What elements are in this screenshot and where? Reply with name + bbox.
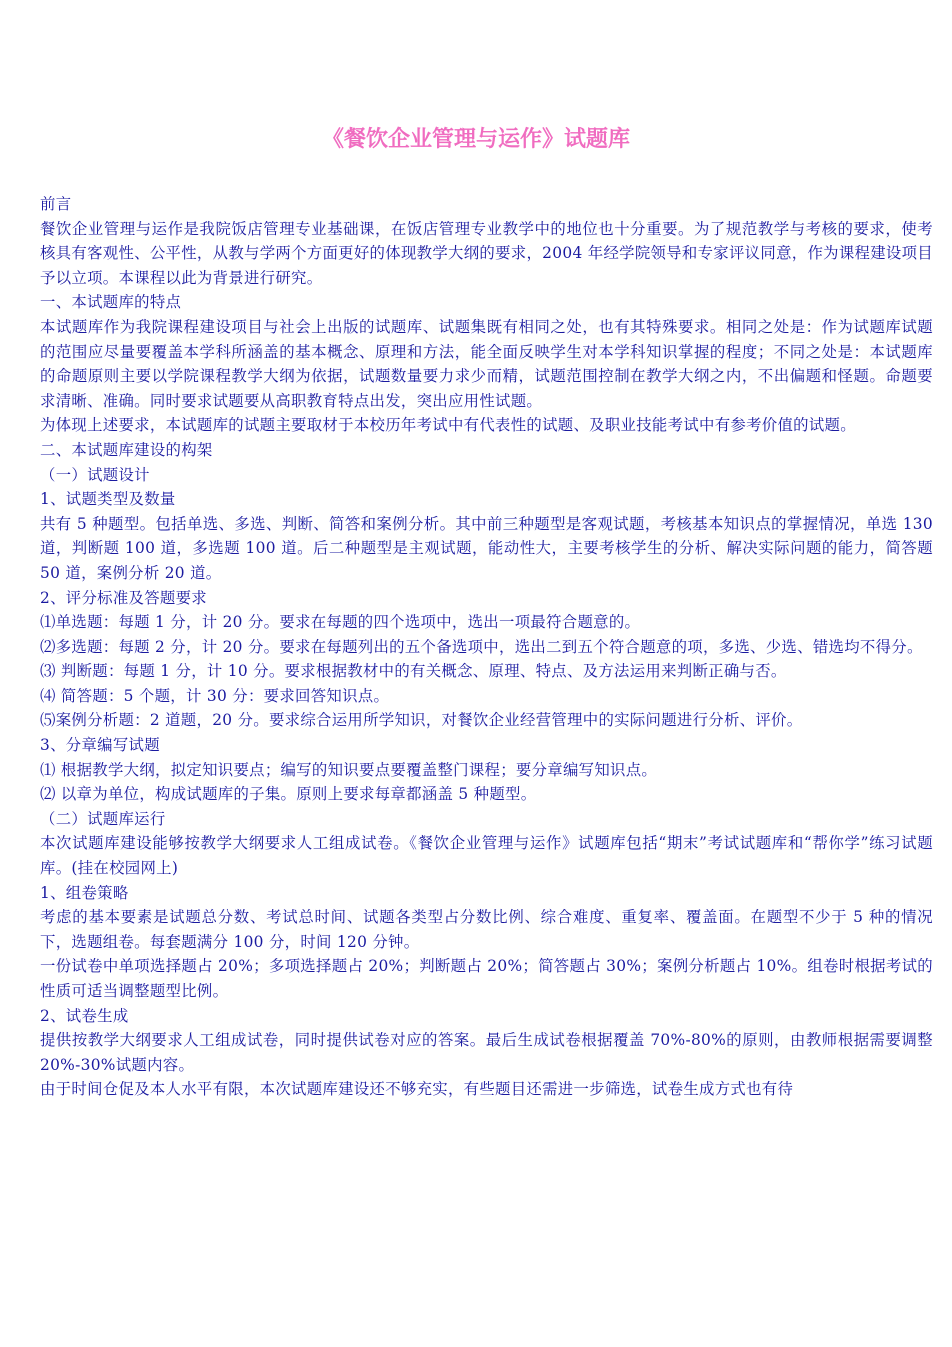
list-item: ⑴单选题：每题 1 分，计 20 分。要求在每题的四个选项中，选出一项最符合题意的。: [40, 613, 641, 632]
item-heading: 1、试题类型及数量: [40, 490, 176, 509]
item-heading: 2、试卷生成: [40, 1006, 129, 1025]
list-item: ⑸案例分析题：2 道题，20 分。要求综合运用所学知识，对餐饮企业经营管理中的实际问题进行分析、评价。: [40, 711, 803, 730]
section-heading: 二、本试题库建设的构架: [40, 440, 213, 459]
document-title: 《餐饮企业管理与运作》试题库: [321, 127, 630, 152]
paragraph: 本次试题库建设能够按教学大纲要求人工组成试卷。《餐饮企业管理与运作》试题库包括“期末”考试试题库和“帮你学”练习试题库。(挂在校园网上): [40, 834, 933, 878]
paragraph: 共有 5 种题型。包括单选、多选、判断、简答和案例分析。其中前三种题型是客观试题，考核基本知识点的掌握情况，单选 130 道，判断题 100 道，多选题 100 道。后二种题型是主观试题，能动性大，主要考核学生的分析、解决实际问题的能力，简答题 50 道，案例分析 20 道。: [40, 514, 933, 582]
list-item: ⑶ 判断题：每题 1 分，计 10 分。要求根据教材中的有关概念、原理、特点、及方法运用来判断正确与否。: [40, 662, 787, 681]
section-heading-preface: 前言: [40, 195, 72, 213]
paragraph: 考虑的基本要素是试题总分数、考试总时间、试题各类型占分数比例、综合难度、重复率、覆盖面。在题型不少于 5 种的情况下，选题组卷。每套题满分 100 分，时间 120 分钟。: [40, 908, 933, 951]
list-item: ⑵ 以章为单位，构成试题库的子集。原则上要求每章都涵盖 5 种题型。: [40, 785, 537, 804]
paragraph: 餐饮企业管理与运作是我院饭店管理专业基础课，在饭店管理专业教学中的地位也十分重要。为了规范教学与考核的要求，使考核具有客观性、公平性，从教与学两个方面更好的体现教学大纲的要求，2004 年经学院领导和专家评议同意，作为课程建设项目予以立项。本课程以此为背景进行研究。: [40, 219, 933, 287]
subsection-heading: （二）试题库运行: [40, 809, 166, 828]
paragraph: 由于时间仓促及本人水平有限，本次试题库建设还不够充实，有些题目还需进一步筛选，试卷生成方式也有待: [40, 1080, 794, 1099]
list-item: ⑴ 根据教学大纲，拟定知识要点；编写的知识要点要覆盖整门课程；要分章编写知识点。: [40, 760, 658, 779]
item-heading: 2、评分标准及答题要求: [40, 588, 207, 607]
list-item: ⑷ 简答题：5 个题，计 30 分：要求回答知识点。: [40, 686, 390, 705]
item-heading: 1、组卷策略: [40, 883, 129, 902]
item-heading: 3、分章编写试题: [40, 736, 160, 755]
subsection-heading: （一）试题设计: [40, 465, 150, 484]
paragraph: 本试题库作为我院课程建设项目与社会上出版的试题库、试题集既有相同之处，也有其特殊要求。相同之处是：作为试题库试题的范围应尽量要覆盖本学科所涵盖的基本概念、原理和方法，能全面反映学生对本学科知识掌握的程度；不同之处是：本试题库的命题原则主要以学院课程教学大纲为依据，试题数量要力求少而精，试题范围控制在教学大纲之内，不出偏题和怪题。命题要求清晰、准确。同时要求试题要从高职教育特点出发，突出应用性试题。: [40, 317, 933, 410]
paragraph: 提供按教学大纲要求人工组成试卷，同时提供试卷对应的答案。最后生成试卷根据覆盖 70%-80%的原则，由教师根据需要调整 20%-30%试题内容。: [40, 1031, 933, 1074]
list-item: ⑵多选题：每题 2 分，计 20 分。要求在每题列出的五个备选项中，选出二到五个符合题意的项，多选、少选、错选均不得分。: [40, 637, 923, 656]
paragraph: 为体现上述要求，本试题库的试题主要取材于本校历年考试中有代表性的试题、及职业技能考试中有参考价值的试题。: [40, 416, 856, 435]
section-heading: 一、本试题库的特点: [40, 293, 182, 312]
paragraph: 一份试卷中单项选择题占 20%；多项选择题占 20%；判断题占 20%；简答题占 30%；案例分析题占 10%。组卷时根据考试的性质可适当调整题型比例。: [40, 957, 933, 1000]
document-body: [40, 192, 933, 1102]
